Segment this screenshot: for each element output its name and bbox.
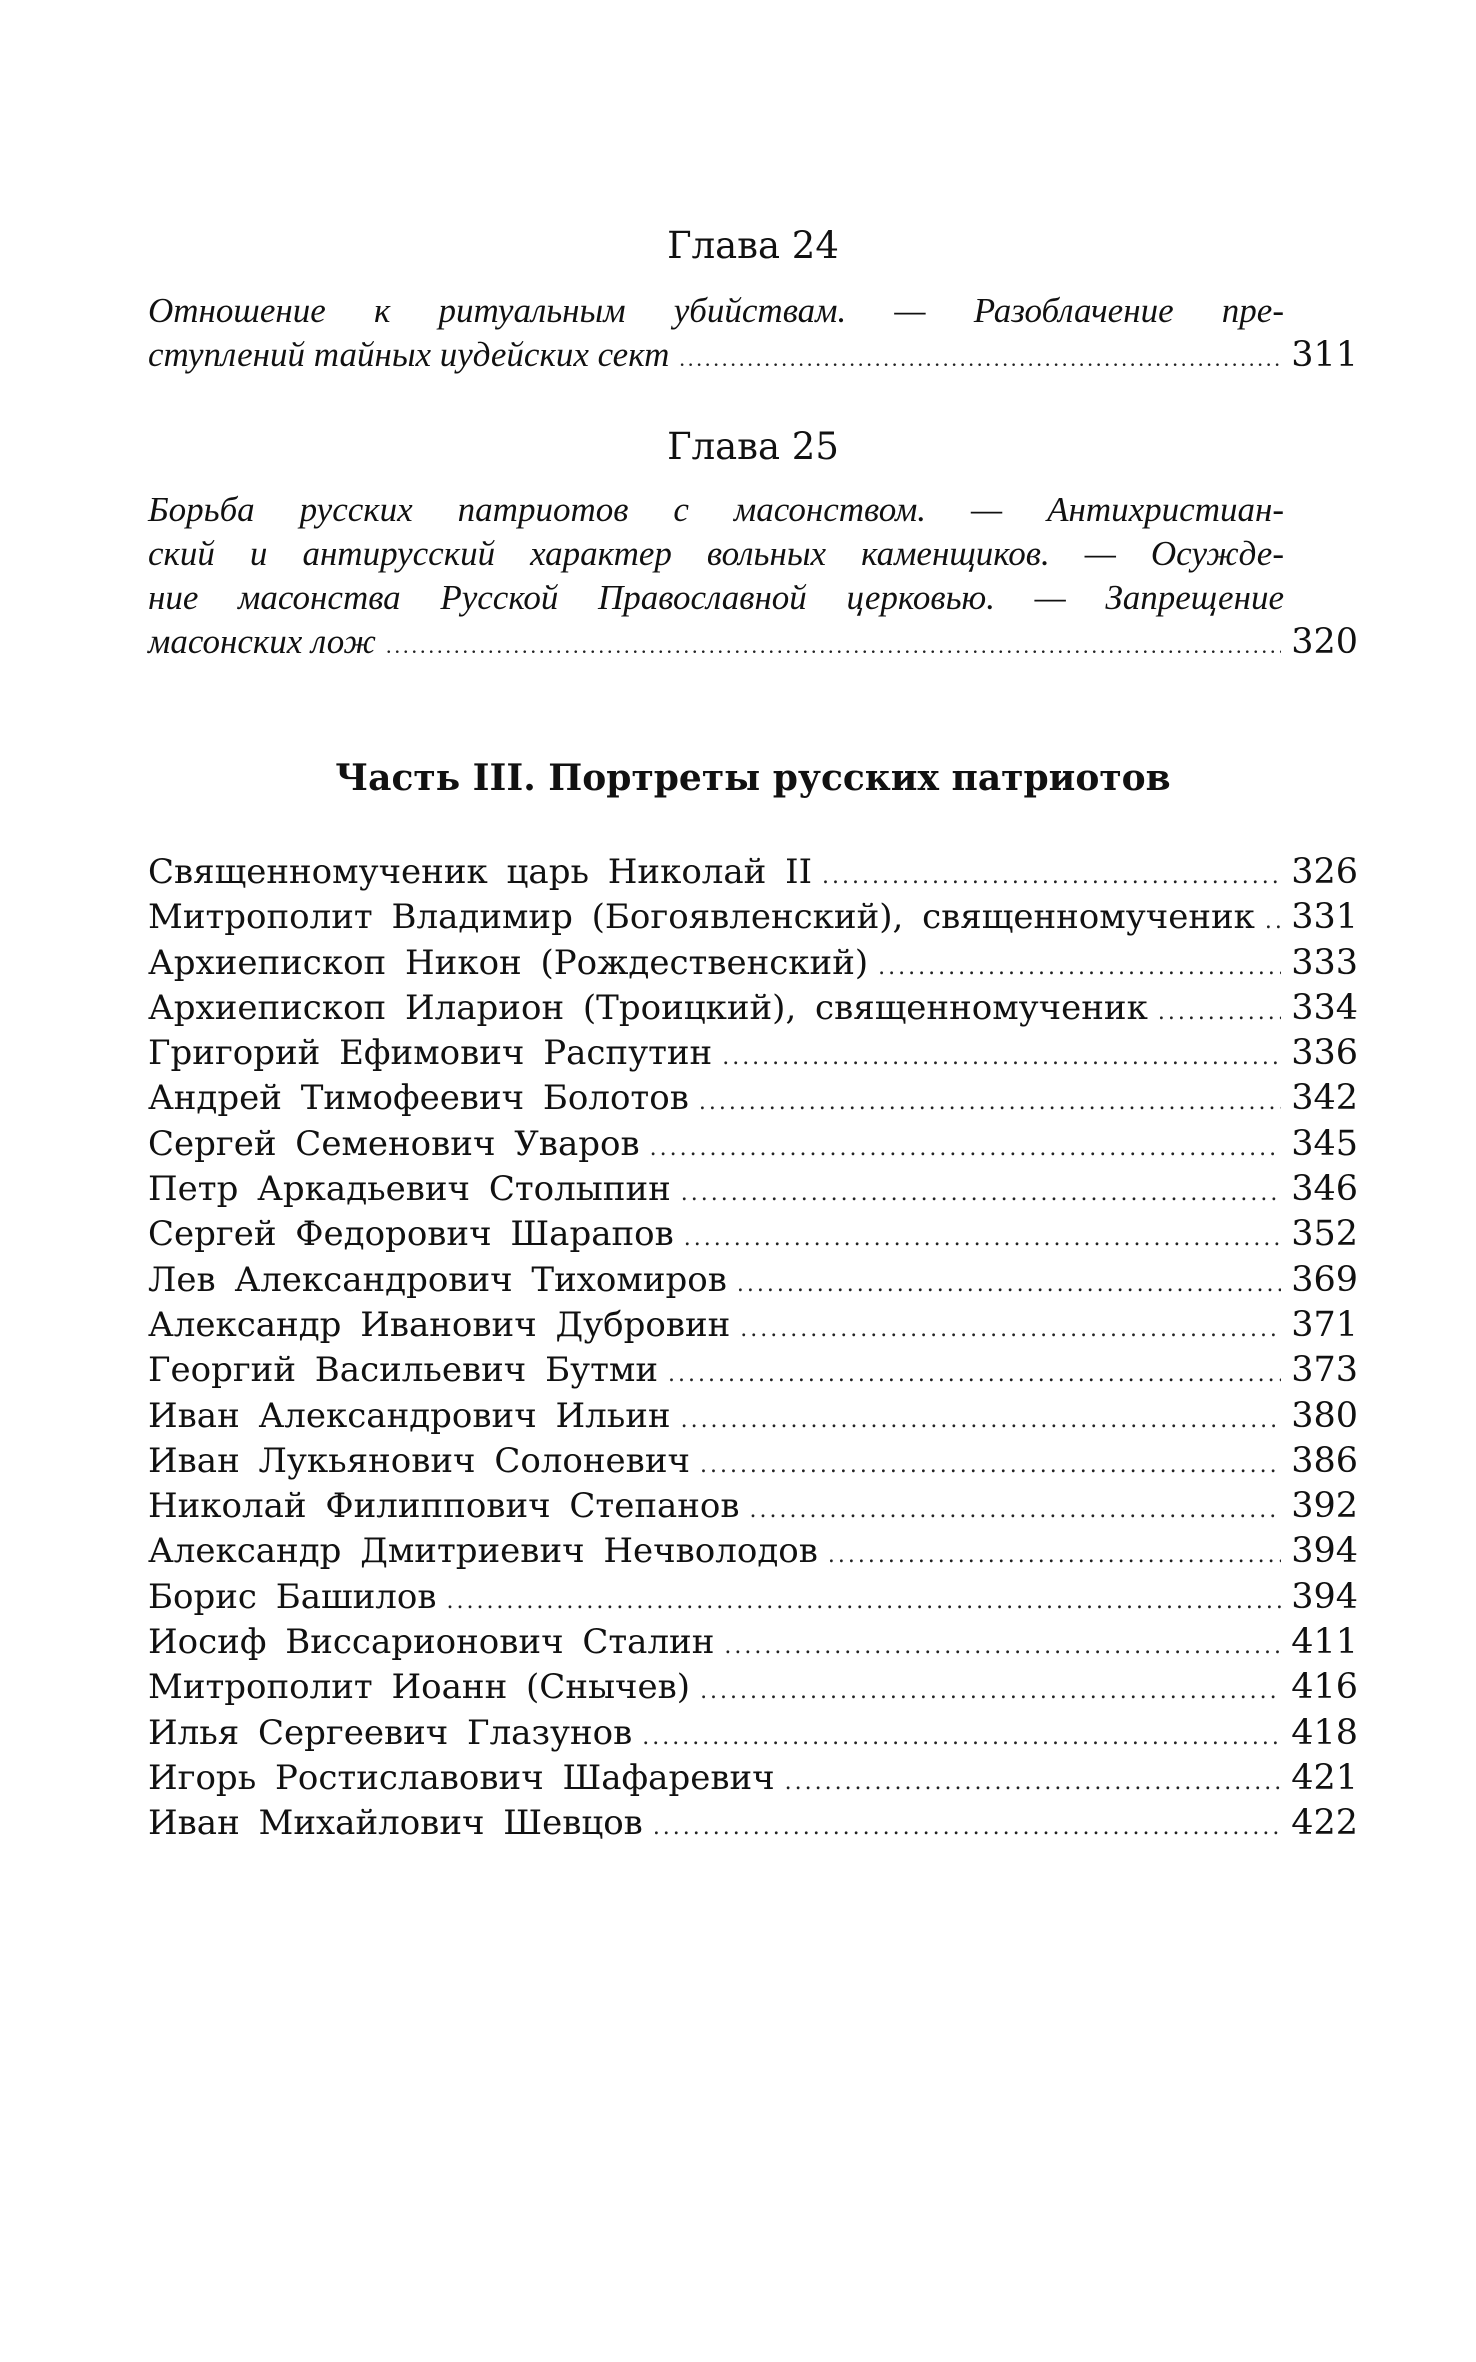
leader-dots: [653, 1805, 1281, 1850]
entry-name: Илья Сергеевич Глазунов: [148, 1712, 633, 1753]
toc-entry[interactable]: [148, 1801, 1358, 1846]
entry-name: Лев Александрович Тихомиров: [148, 1259, 727, 1300]
entry-page-number: 326: [1291, 852, 1358, 892]
entry-page-number: 411: [1291, 1622, 1358, 1663]
entry-name: Митрополит Владимир (Богоявленский), священномученик: [148, 897, 1255, 938]
entry-page-number: 371: [1291, 1304, 1358, 1345]
leader-dots: [785, 1760, 1282, 1805]
leader-dots: [681, 1171, 1281, 1216]
entry-name: Архиепископ Иларион (Троицкий), священномученик: [148, 987, 1148, 1028]
toc-entry[interactable]: [148, 1575, 1358, 1620]
chapter-25-entry[interactable]: [148, 620, 1358, 664]
leader-dots: [446, 1579, 1281, 1624]
toc-entry[interactable]: [148, 1439, 1358, 1484]
leader-dots: [1265, 899, 1281, 944]
entry-name: Петр Аркадьевич Столыпин: [148, 1169, 671, 1210]
entry-name: Игорь Ростиславович Шафаревич: [148, 1757, 775, 1798]
toc-entry[interactable]: [148, 941, 1358, 986]
entry-name: Митрополит Иоанн (Снычев): [148, 1667, 691, 1708]
entry-name: Григорий Ефимович Распутин: [148, 1033, 713, 1074]
toc-entry[interactable]: [148, 1394, 1358, 1439]
entry-name: Александр Иванович Дубровин: [148, 1304, 731, 1345]
leader-dots: [684, 1216, 1281, 1261]
entry-page-number: 331: [1291, 897, 1358, 938]
entry-name: Борис Башилов: [148, 1576, 437, 1617]
entry-page-number: 421: [1291, 1757, 1358, 1798]
toc-list: [148, 850, 1358, 1847]
toc-entry[interactable]: [148, 1756, 1358, 1801]
entry-name: Андрей Тимофеевич Болотов: [148, 1078, 689, 1119]
leader-dots: [699, 1080, 1281, 1125]
toc-entry[interactable]: [148, 1348, 1358, 1393]
toc-entry[interactable]: [148, 1258, 1358, 1303]
entry-name: Иван Михайлович Шевцов: [148, 1803, 643, 1844]
leader-dots: [750, 1488, 1282, 1533]
chapter-25-title: Глава 25: [667, 425, 839, 468]
leader-dots: [822, 854, 1281, 899]
leader-dots: [700, 1669, 1281, 1714]
toc-entry[interactable]: [148, 1122, 1358, 1167]
leader-dots: [828, 1533, 1281, 1578]
entry-name: Александр Дмитриевич Нечволодов: [148, 1531, 818, 1572]
toc-entry[interactable]: [148, 1212, 1358, 1257]
chapter-24-desc-last-line: ступлений тайных иудейских сект: [148, 335, 670, 374]
chapter-24-entry[interactable]: [148, 333, 1358, 377]
chapter-25-desc-last-line: масонских лож: [148, 622, 376, 661]
part-3-title: Часть III. Портреты русских патриотов: [335, 757, 1171, 799]
entry-page-number: 369: [1291, 1259, 1358, 1300]
chapter-24-description: [148, 289, 1358, 377]
leader-dots: [700, 1443, 1281, 1488]
entry-page-number: 342: [1291, 1078, 1358, 1119]
entry-page-number: 345: [1291, 1123, 1358, 1164]
entry-page-number: 394: [1291, 1531, 1358, 1572]
leader-dots: [681, 1398, 1282, 1443]
chapter-25-desc-line: Борьба русских патриотов с масонством. — Антихристиан-: [148, 490, 1284, 529]
entry-name: Сергей Федорович Шарапов: [148, 1214, 674, 1255]
toc-entry[interactable]: [148, 1665, 1358, 1710]
chapter-25-description: [148, 488, 1358, 664]
leader-dots: [668, 1352, 1281, 1397]
entry-name: Иван Лукьянович Солоневич: [148, 1440, 690, 1481]
entry-name: Георгий Васильевич Бутми: [148, 1350, 658, 1391]
chapter-25-desc-line: ский и антирусский характер вольных каменщиков. — Осужде-: [148, 534, 1284, 573]
chapter-24-page-number: 311: [1291, 335, 1358, 375]
entry-name: Архиепископ Никон (Рождественский): [148, 942, 869, 983]
entry-page-number: 336: [1291, 1033, 1358, 1074]
leader-dots: [737, 1262, 1281, 1307]
toc-entry[interactable]: [148, 1529, 1358, 1574]
toc-entry[interactable]: [148, 1303, 1358, 1348]
chapter-25-page-number: 320: [1291, 622, 1358, 662]
entry-page-number: 422: [1291, 1803, 1358, 1844]
entry-page-number: 416: [1291, 1667, 1358, 1708]
toc-entry[interactable]: [148, 850, 1358, 895]
leader-dots: [650, 1126, 1282, 1171]
toc-entry[interactable]: [148, 986, 1358, 1031]
chapter-25-desc-line: ние масонства Русской Православной церковью. — Запрещение: [148, 578, 1284, 617]
chapter-24-desc-line: Отношение к ритуальным убийствам. — Разоблачение пре-: [148, 291, 1284, 330]
toc-entry[interactable]: [148, 895, 1358, 940]
entry-page-number: 333: [1291, 942, 1358, 983]
entry-page-number: 373: [1291, 1350, 1358, 1391]
toc-entry[interactable]: [148, 1167, 1358, 1212]
entry-name: Священномученик царь Николай II: [148, 852, 813, 892]
leader-dots: [722, 1035, 1281, 1080]
leader-dots: [679, 337, 1281, 381]
entry-page-number: 394: [1291, 1576, 1358, 1617]
entry-page-number: 418: [1291, 1712, 1358, 1753]
toc-entry[interactable]: [148, 1076, 1358, 1121]
toc-entry[interactable]: [148, 1620, 1358, 1665]
leader-dots: [386, 624, 1281, 668]
entry-page-number: 334: [1291, 987, 1358, 1028]
leader-dots: [1158, 990, 1281, 1035]
toc-entry[interactable]: [148, 1711, 1358, 1756]
entry-name: Николай Филиппович Степанов: [148, 1486, 740, 1527]
toc-entry[interactable]: [148, 1484, 1358, 1529]
entry-name: Иосиф Виссарионович Сталин: [148, 1622, 715, 1663]
leader-dots: [724, 1624, 1281, 1669]
leader-dots: [740, 1307, 1281, 1352]
leader-dots: [642, 1715, 1281, 1760]
entry-page-number: 352: [1291, 1214, 1358, 1255]
entry-name: Сергей Семенович Уваров: [148, 1123, 640, 1164]
entry-page-number: 386: [1291, 1440, 1358, 1481]
entry-name: Иван Александрович Ильин: [148, 1395, 671, 1436]
entry-page-number: 392: [1291, 1486, 1358, 1527]
chapter-24-title: Глава 24: [667, 224, 839, 267]
entry-page-number: 346: [1291, 1169, 1358, 1210]
toc-entry[interactable]: [148, 1031, 1358, 1076]
entry-page-number: 380: [1291, 1395, 1358, 1436]
leader-dots: [878, 945, 1281, 990]
